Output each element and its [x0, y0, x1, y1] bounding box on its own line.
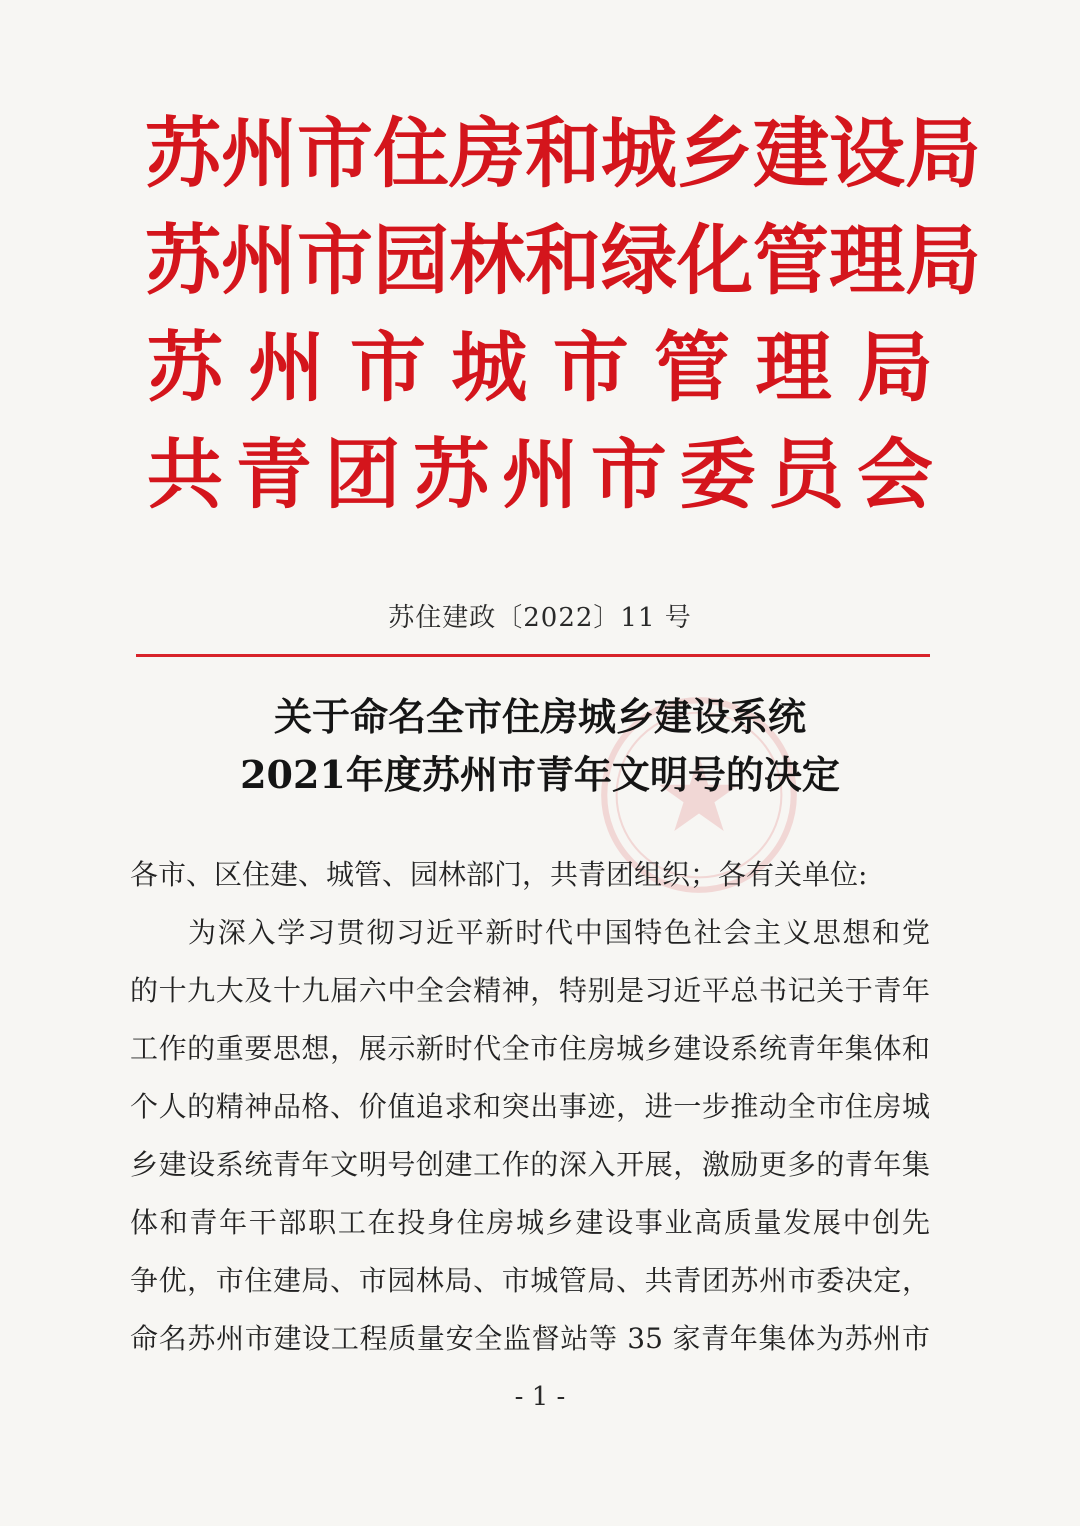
- issuer-line: [145, 314, 935, 421]
- issuer-char: 委: [679, 430, 756, 519]
- issuer-char: 市: [297, 216, 373, 305]
- issuer-char: 会: [857, 430, 933, 519]
- issuer-char: 团: [324, 430, 401, 519]
- page-number: - 1 -: [514, 1382, 566, 1412]
- issuer-char: 共: [147, 430, 223, 519]
- issuer-char: 局: [905, 216, 981, 305]
- document-number: 苏住建政〔2022〕11 号: [388, 603, 692, 633]
- issuer-char: 州: [502, 430, 578, 519]
- issuing-authorities: [145, 100, 981, 528]
- issuer-char: 市: [349, 323, 426, 412]
- issuer-char: 理: [829, 216, 905, 305]
- issuer-char: 乡: [677, 109, 753, 198]
- issuer-char: 化: [677, 216, 753, 305]
- issuer-line: [145, 207, 981, 314]
- issuer-char: 州: [248, 323, 325, 412]
- issuer-char: 房: [449, 109, 525, 198]
- issuer-char: 和: [525, 109, 601, 198]
- issuer-char: 林: [449, 216, 525, 305]
- body-line: 命名苏州市建设工程质量安全监督站等 35 家青年集体为苏州市: [130, 1322, 930, 1355]
- issuer-char: 苏: [413, 430, 490, 519]
- issuer-char: 住: [373, 109, 449, 198]
- issuer-char: 管: [654, 323, 731, 412]
- issuer-char: 苏: [145, 216, 221, 305]
- issuer-char: 州: [221, 216, 297, 305]
- issuer-char: 局: [856, 323, 933, 412]
- body-line: 乡建设系统青年文明号创建工作的深入开展，激励更多的青年集: [130, 1148, 930, 1181]
- body-line: 个人的精神品格、价值追求和突出事迹，进一步推动全市住房城: [130, 1090, 930, 1123]
- document-body: [130, 846, 930, 1368]
- issuer-char: 州: [221, 109, 297, 198]
- salutation: 各市、区住建、城管、园林部门，共青团组织；各有关单位:: [130, 858, 868, 891]
- issuer-char: 青: [235, 430, 312, 519]
- issuer-char: 苏: [145, 109, 221, 198]
- issuer-char: 城: [451, 323, 528, 412]
- issuer-char: 设: [829, 109, 905, 198]
- issuer-line: [145, 421, 935, 528]
- body-line: 工作的重要思想，展示新时代全市住房城乡建设系统青年集体和: [130, 1032, 930, 1065]
- issuer-char: 苏: [147, 323, 223, 412]
- issuer-char: 市: [297, 109, 373, 198]
- body-line: 的十九大及十九届六中全会精神，特别是习近平总书记关于青年: [130, 974, 930, 1007]
- issuer-char: 管: [753, 216, 829, 305]
- issuer-char: 员: [768, 430, 845, 519]
- body-line: 争优，市住建局、市园林局、市城管局、共青团苏州市委决定，: [130, 1264, 930, 1297]
- issuer-char: 局: [905, 109, 981, 198]
- document-title-line-1: 关于命名全市住房城乡建设系统: [273, 694, 806, 739]
- issuer-char: 城: [601, 109, 677, 198]
- issuer-char: 和: [525, 216, 601, 305]
- issuer-char: 理: [755, 323, 832, 412]
- red-separator-line: [136, 654, 930, 657]
- issuer-char: 绿: [601, 216, 677, 305]
- issuer-char: 园: [373, 216, 449, 305]
- body-line: 为深入学习贯彻习近平新时代中国特色社会主义思想和党: [188, 916, 930, 949]
- issuer-char: 建: [753, 109, 829, 198]
- document-title-line-2: 2021年度苏州市青年文明号的决定: [240, 752, 840, 797]
- body-line: 体和青年干部职工在投身住房城乡建设事业高质量发展中创先: [130, 1206, 930, 1239]
- issuer-char: 市: [552, 323, 629, 412]
- issuer-line: [145, 100, 981, 207]
- issuer-char: 市: [590, 430, 667, 519]
